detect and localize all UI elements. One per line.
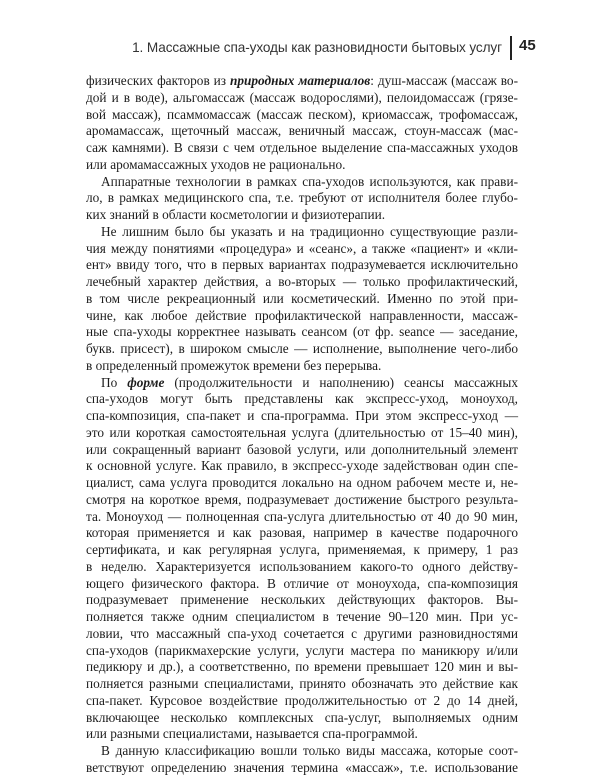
text-line: чия между понятиями «процедура» и «сеанс», а также «пациент» и «кли- [86,240,518,256]
text-line: в том числе рекреационный или косметический. Именно по этой при- [86,290,518,306]
text-line: ющего физического фактора. В отличие от моноухода, спа-композиция [86,575,518,591]
text-line: спа-пакет. Курсовое воздействие продолжительностью от 2 до 14 дней, [86,692,518,708]
text-line: дой и в воде), альгомассаж (массаж водорослями), пелоидомассаж (грязе- [86,89,518,105]
text-line: полняется также одним специалистом в течение 90–120 мин. При ус- [86,609,518,624]
text-line: это или короткая самостоятельная услуга (длительностью от 15–40 мин), [86,424,518,440]
running-header-title: 1. Массажные спа-уходы как разновидности бытовых услуг [132,40,502,55]
text-line: циалист, сама услуга проводится локально на одном рабочем месте и, не- [86,475,518,490]
text-line: в неделю. Характеризуется использованием какого-то одного действу- [86,558,518,574]
text-line: к основной услуге. Как правило, в экспресс-уходе задействован один спе- [86,458,518,474]
text-line: чине, как любое действие профилактической направленности, массаж- [86,307,518,323]
text-line: включающее несколько комплексных спа-услуг, выполняемых одним [86,709,518,725]
text-line: ло, в рамках медицинского спа, т.е. требуют от исполнителя более глубо- [86,190,518,206]
text-line: подразумевает применение нескольких действующих факторов. Вы- [86,592,518,608]
text-line: физических факторов из природных материалов: душ-массаж (массаж во- [86,73,518,88]
text-line: вой массаж), псаммомассаж (массаж песком), криомассаж, трофомассаж, [86,106,518,122]
text-line: лечебный характер действия, а во-вторых — только профилактический, [86,274,518,289]
text-line: ловии, что массажный спа-уход сочетается с другими разновидностями [86,625,518,641]
running-header [0,36,600,60]
text-line: или аромамассажных уходов не рационально. [86,156,346,172]
text-line: ветствуют определению значения термина «массаж», т.е. использование [86,759,518,775]
text-line: В данную классификацию вошли только виды массажа, которые соот- [101,743,518,758]
text-line: букв. присест), в широком смысле — исполнение, выполнение чего-либо [86,341,518,356]
text-line: спа-уходов (парикмахерские услуги, услуги мастера по маникюру и/или [86,642,518,658]
text-line: в определенный промежуток времени без перерыва. [86,357,382,373]
text-line: сертификата, и как регулярная услуга, применяемая, к примеру, 1 раз [86,542,518,557]
text-line: которая применяется и как разовая, например в качестве подарочного [86,525,518,541]
text-line: Аппаратные технологии в рамках спа-уходов используются, как прави- [101,173,518,189]
text-line: смотря на короткое время, подразумевает достижение быстрого результа- [86,491,518,507]
body-text [86,73,518,777]
text-line: саж камнями). В связи с чем отдельное выделение спа-массажных уходов [86,140,518,155]
text-line: спа-композиция, спа-пакет и спа-программа. При этом экспресс-уход — [86,408,518,423]
text-line: По форме (продолжительности и наполнению) сеансы массажных [101,374,518,390]
text-line: ент» ввиду того, что в первых вариантах подразумевается исключительно [86,257,518,273]
text-line: ких знаний в области косметологии и физиотерапии. [86,207,386,222]
text-line: аромамассаж, щеточный массаж, веничный массаж, стоун-массаж (мас- [86,123,518,139]
text-line: Не лишним было бы указать и на традиционно существующие разли- [101,223,518,239]
text-line: ные спа-уходы корректнее называть сеансом (от фр. seance — заседание, [86,324,518,340]
text-line: или сокращенный вариант базовой услуги, или дополнительный элемент [86,441,518,457]
emphasis: форме [127,374,165,390]
text-line: педикюру и др.), а соответственно, по времени превышает 120 мин и вы- [86,659,518,675]
text-line: или разными специалистами, называется спа-программой. [86,726,418,742]
text-line: полняется разными специалистами, принято обозначать это действие как [86,676,518,691]
page-number: 45 [519,37,536,54]
text-line: та. Моноуход — полноценная спа-услуга длительностью от 40 до 90 мин, [86,508,518,524]
emphasis: природных материалов [229,73,371,88]
text-line: спа-уходов могут быть представлены как экспресс-уход, моноуход, [86,391,518,407]
header-divider [510,36,512,60]
